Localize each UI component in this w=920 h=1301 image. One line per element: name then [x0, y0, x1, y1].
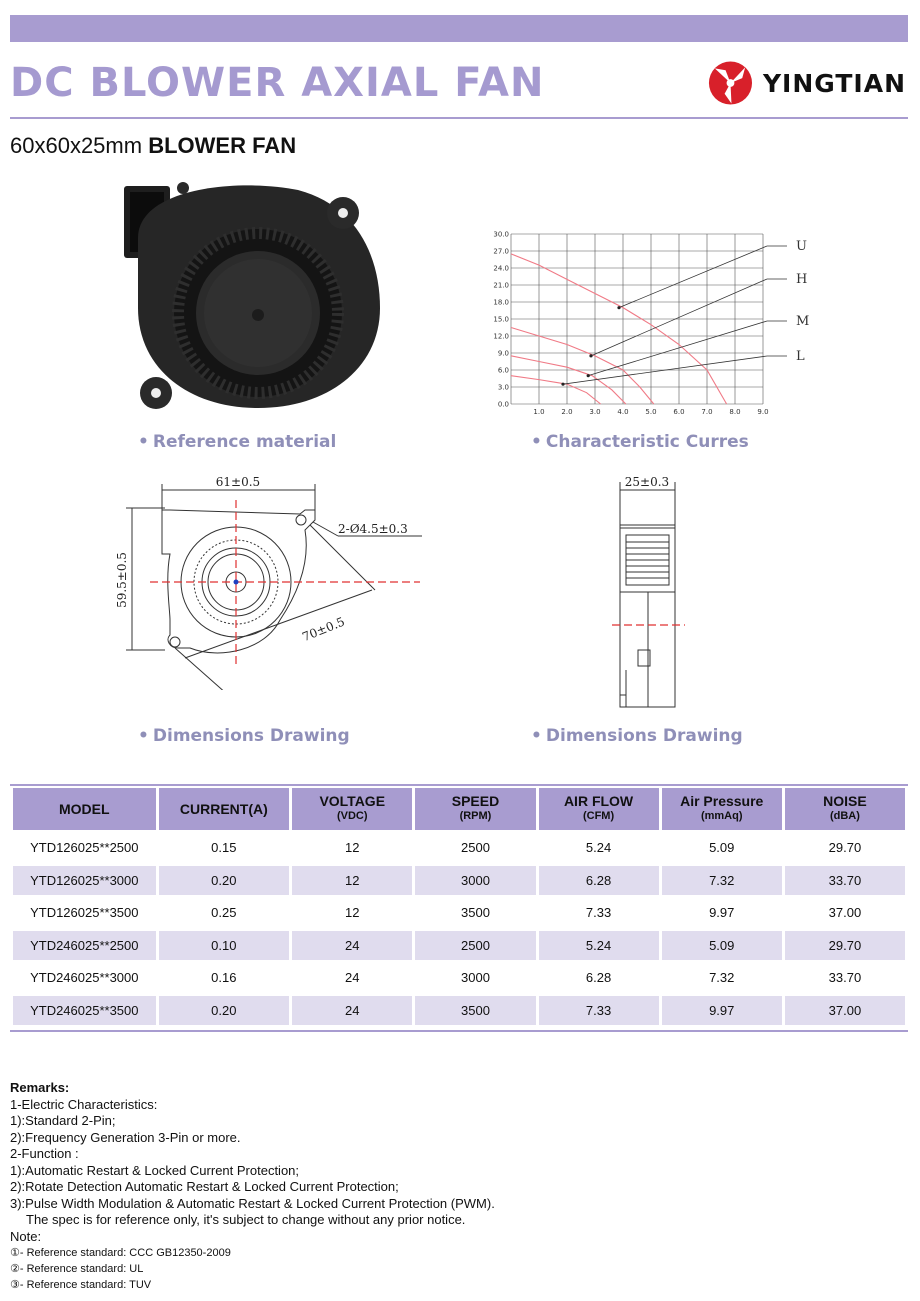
cell-current: 0.10: [159, 931, 289, 961]
y-tick-label: 3.0: [497, 383, 509, 392]
y-tick-label: 6.0: [497, 366, 509, 375]
cell-model: YTD126025**2500: [30, 840, 139, 856]
cell-voltage: 12: [345, 840, 360, 856]
dim-diagonal-label: 70±0.5: [300, 614, 347, 645]
y-tick-label: 15.0: [493, 315, 509, 324]
series-label-m: M: [796, 314, 810, 329]
series-leader-dot: [561, 383, 564, 386]
cell-model: YTD246025**3000: [30, 970, 139, 986]
x-tick-label: 8.0: [729, 408, 741, 416]
header-model: MODEL: [13, 788, 156, 830]
cell-voltage: 24: [292, 931, 412, 961]
x-tick-label: 9.0: [757, 408, 769, 416]
cell-voltage: 12: [345, 905, 360, 921]
cell-voltage: 24: [292, 996, 412, 1026]
cell-noise: 29.70: [828, 840, 862, 856]
cell-noise: 37.00: [828, 905, 862, 921]
y-tick-label: 12.0: [493, 332, 509, 341]
x-tick-label: 6.0: [673, 408, 685, 416]
cell-airflow: 5.24: [585, 840, 612, 856]
bullet-dot: •: [138, 726, 149, 746]
cell-speed: 3000: [415, 866, 535, 896]
dim-holes-label: 2-Ø4.5±0.3: [338, 522, 408, 536]
cell-current: 0.25: [211, 905, 237, 921]
table-row: [13, 866, 905, 896]
cell-current: 0.15: [211, 840, 237, 856]
series-leader-dot: [589, 354, 592, 357]
header-air-pressure: Air Pressure (mmAq): [662, 788, 782, 830]
header-current: CURRENT(A): [159, 788, 289, 830]
note-title: Note:: [10, 1228, 42, 1244]
table-bottom-rule: [10, 1030, 908, 1032]
cell-model: YTD246025**3500: [13, 996, 156, 1026]
remarks-title: Remarks:: [10, 1080, 70, 1095]
cell-noise: 29.70: [785, 931, 905, 961]
header-speed: SPEED (RPM): [415, 788, 535, 830]
dim-width-label: 61±0.5: [215, 475, 261, 489]
cell-model: YTD126025**3000: [13, 866, 156, 896]
brand-name: YINGTIAN: [762, 68, 906, 98]
caption-text: Dimensions Drawing: [545, 726, 743, 746]
spec-table: [10, 785, 908, 1028]
y-tick-label: 9.0: [497, 349, 509, 358]
note-item: ①- Reference standard: CCC GB12350-2009: [10, 1247, 231, 1259]
series-leader-dot: [587, 374, 590, 377]
dim-height-label: 59.5±0.5: [115, 552, 129, 608]
cell-voltage: 12: [292, 866, 412, 896]
cell-noise: 33.70: [785, 866, 905, 896]
cell-model: YTD126025**3500: [30, 905, 139, 921]
cell-pressure: 9.97: [662, 996, 782, 1026]
remarks-disclaimer: The spec is for reference only, it's subject to change without any prior notice.: [26, 1212, 466, 1227]
table-row: [13, 963, 905, 993]
cell-pressure: 7.32: [662, 866, 782, 896]
remarks-line: 2):Rotate Detection Automatic Restart & Locked Current Protection;: [10, 1179, 399, 1194]
series-line-l: [511, 376, 601, 404]
remarks-line: 3):Pulse Width Modulation & Automatic Restart & Locked Current Protection (PWM).: [10, 1195, 495, 1211]
series-label-h: H: [796, 272, 808, 287]
header-noise: NOISE (dBA): [785, 788, 905, 830]
cell-speed: 3500: [415, 996, 535, 1026]
cell-airflow: 5.24: [539, 931, 659, 961]
caption-text: Characteristic Curres: [545, 432, 749, 452]
cell-voltage: 24: [345, 970, 360, 986]
remarks-line: 2-Function :: [10, 1146, 79, 1161]
cell-noise: 33.70: [828, 970, 862, 986]
series-leader-line: [619, 246, 767, 308]
caption-reference-material: [138, 432, 336, 452]
series-label-l: L: [796, 349, 805, 364]
cell-airflow: 6.28: [539, 866, 659, 896]
table-row: [13, 833, 905, 863]
caption-text: Dimensions Drawing: [152, 726, 350, 746]
table-row: [13, 996, 905, 1026]
fan-product-image: [118, 178, 398, 418]
series-leader-line: [588, 321, 767, 376]
y-tick-label: 27.0: [493, 247, 509, 256]
page-title: DC BLOWER AXIAL FAN: [10, 60, 545, 106]
caption-dimensions-side: [531, 726, 743, 746]
title-rule: [10, 117, 908, 119]
remarks-line: 2):Frequency Generation 3-Pin or more.: [10, 1129, 241, 1145]
side-dimensions-drawing: [600, 470, 700, 720]
table-row: [13, 898, 905, 928]
y-tick-label: 30.0: [493, 230, 509, 239]
characteristic-curves-chart: [485, 228, 815, 420]
cell-pressure: 9.97: [709, 905, 735, 921]
table-header-row: [13, 788, 905, 830]
cell-speed: 3500: [461, 905, 490, 921]
series-line-h: [511, 328, 654, 405]
cell-current: 0.20: [159, 866, 289, 896]
note-item: ②- Reference standard: UL: [10, 1263, 144, 1275]
x-tick-label: 1.0: [533, 408, 545, 416]
remarks-line: 1):Automatic Restart & Locked Current Protection;: [10, 1162, 300, 1178]
cell-airflow: 6.28: [585, 970, 612, 986]
y-tick-label: 0.0: [497, 400, 509, 409]
product-subtitle: [10, 133, 296, 159]
series-leader-dot: [617, 306, 620, 309]
cell-model: YTD246025**2500: [13, 931, 156, 961]
front-dimensions-drawing: [110, 470, 440, 690]
cell-pressure: 5.09: [709, 840, 735, 856]
brand-logo: [706, 58, 906, 108]
x-tick-label: 2.0: [561, 408, 573, 416]
caption-dimensions-front: [138, 726, 350, 746]
cell-speed: 3000: [461, 970, 490, 986]
remarks-line: 1):Standard 2-Pin;: [10, 1113, 116, 1128]
bullet-dot: •: [138, 432, 149, 452]
cell-noise: 37.00: [785, 996, 905, 1026]
y-tick-label: 18.0: [493, 298, 509, 307]
brand-logo-icon: [706, 58, 755, 108]
cell-current: 0.20: [159, 996, 289, 1026]
cell-pressure: 7.32: [709, 970, 735, 986]
bullet-dot: •: [531, 726, 542, 746]
x-tick-label: 3.0: [589, 408, 601, 416]
caption-characteristic-curves: [531, 432, 749, 452]
caption-text: Reference material: [152, 432, 337, 452]
cell-airflow: 7.33: [585, 905, 612, 921]
top-band: [10, 15, 908, 42]
x-tick-label: 5.0: [645, 408, 657, 416]
note-item: ③- Reference standard: TUV: [10, 1279, 152, 1291]
header-airflow: AIR FLOW (CFM): [539, 788, 659, 830]
cell-speed: 2500: [461, 840, 490, 856]
product-size: 60x60x25mm: [10, 133, 143, 158]
y-tick-label: 24.0: [493, 264, 509, 273]
table-row: [13, 931, 905, 961]
x-tick-label: 7.0: [701, 408, 713, 416]
remarks-section: [10, 1080, 900, 1293]
x-tick-label: 4.0: [617, 408, 629, 416]
bullet-dot: •: [531, 432, 542, 452]
y-tick-label: 21.0: [493, 281, 509, 290]
cell-pressure: 5.09: [662, 931, 782, 961]
dim-depth-label: 25±0.3: [624, 475, 670, 489]
remarks-line: 1-Electric Characteristics:: [10, 1096, 158, 1112]
cell-speed: 2500: [415, 931, 535, 961]
product-name: BLOWER FAN: [148, 133, 297, 158]
cell-airflow: 7.33: [539, 996, 659, 1026]
cell-current: 0.16: [211, 970, 237, 986]
header-voltage: VOLTAGE (VDC): [292, 788, 412, 830]
series-label-u: U: [796, 239, 807, 254]
